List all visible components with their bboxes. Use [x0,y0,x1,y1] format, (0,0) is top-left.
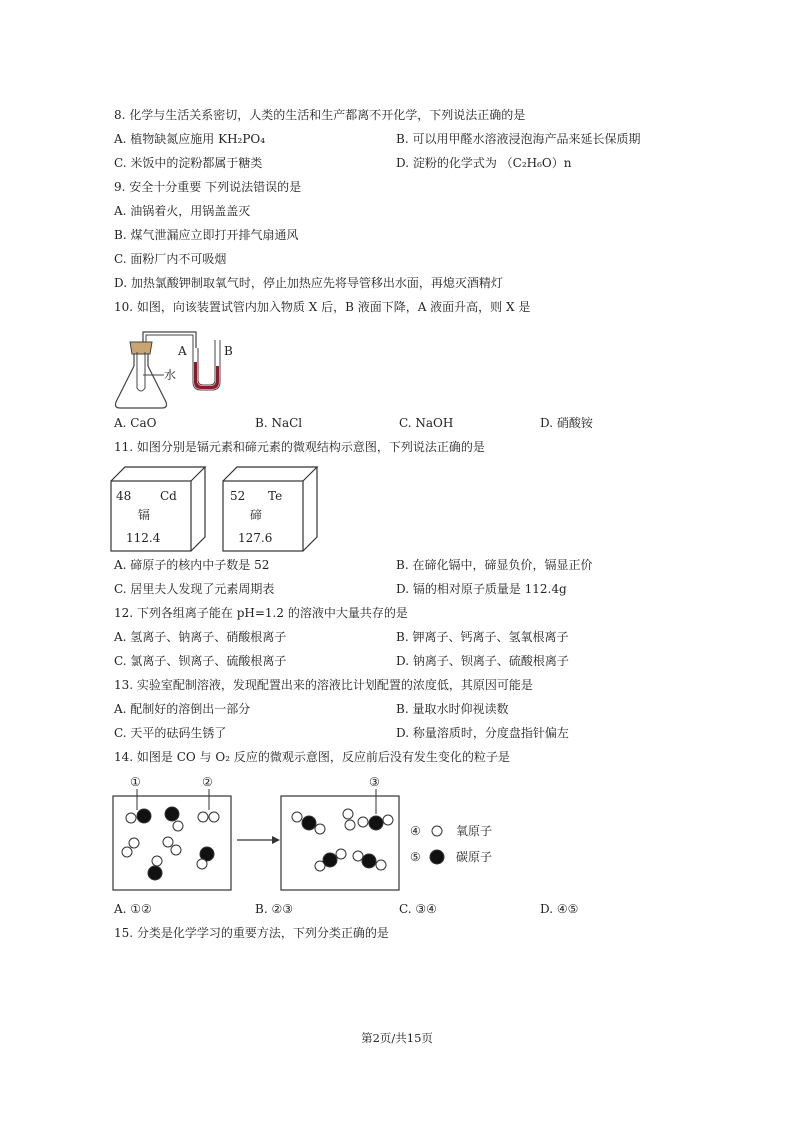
label-b: B [224,344,233,358]
q12-option-d: D. 钠离子、钡离子、硫酸根离子 [396,654,569,668]
legend-carbon: 碳原子 [456,850,493,864]
q8-option-a: A. 植物缺氮应施用 KH₂PO₄ [114,132,266,146]
tellurium-cube [223,467,317,551]
te-symbol: Te [268,489,283,503]
q11-option-b: B. 在碲化镉中，碲显负价，镉显正价 [396,558,593,572]
te-mass: 127.6 [238,531,273,545]
q8-stem: 8. 化学与生活关系密切，人类的生活和生产都离不开化学，下列说法正确的是 [114,108,526,122]
cd-symbol: Cd [160,489,177,503]
q13-option-a: A. 配制好的溶倒出一部分 [114,702,251,716]
legend [410,824,492,864]
te-number: 52 [230,489,246,503]
q15-stem: 15. 分类是化学学习的重要方法，下列分类正确的是 [114,926,389,940]
q11-option-c: C. 居里夫人发现了元素周期表 [114,582,275,596]
q11-option-d: D. 镉的相对原子质量是 112.4g [396,582,567,596]
cd-name: 镉 [138,508,151,522]
q10-option-d: D. 硝酸铵 [540,416,593,430]
q14-stem: 14. 如图是 CO 与 O₂ 反应的微观示意图，反应前后没有发生变化的粒子是 [114,750,510,764]
cd-number: 48 [116,489,132,503]
q10-option-a: A. CaO [114,416,157,430]
q13-option-d: D. 称量溶质时，分度盘指针偏左 [396,726,569,740]
q12-stem: 12. 下列各组离子能在 pH=1.2 的溶液中大量共存的是 [114,606,408,620]
label-a: A [178,344,187,358]
q13-option-b: B. 量取水时仰视读数 [396,702,509,716]
element-cubes-figure [108,464,328,554]
q9-option-c: C. 面粉厂内不可吸烟 [114,252,227,266]
legend-marker-5: ⑤ [410,850,421,864]
cd-mass: 112.4 [126,531,161,545]
marker-3: ③ [369,775,380,789]
q13-stem: 13. 实验室配制溶液，发现配置出来的溶液比计划配置的浓度低，其原因可能是 [114,678,533,692]
marker-1: ① [130,775,141,789]
q12-option-b: B. 钾离子、钙离子、氢氧根离子 [396,630,569,644]
page-footer: 第2页/共15页 [361,1031,433,1045]
legend-oxygen: 氧原子 [456,824,493,838]
q9-option-d: D. 加热氯酸钾制取氧气时，停止加热应先将导管移出水面，再熄灭酒精灯 [114,276,503,290]
q14-option-c: C. ③④ [399,902,437,916]
q14-option-d: D. ④⑤ [540,902,579,916]
q8-option-d: D. 淀粉的化学式为 （C₂H₆O）n [396,156,572,170]
q12-option-a: A. 氢离子、钠离子、硝酸根离子 [114,630,287,644]
q12-option-c: C. 氯离子、钡离子、硫酸根离子 [114,654,287,668]
te-name: 碲 [250,508,263,522]
q9-option-a: A. 油锅着火，用锅盖盖灭 [114,204,251,218]
q14-option-b: B. ②③ [255,902,293,916]
q10-stem: 10. 如图，向该装置试管内加入物质 X 后，B 液面下降，A 液面升高，则 X 是 [114,300,531,314]
water-label: 水 [164,368,177,382]
legend-marker-4: ④ [410,824,421,838]
q10-option-c: C. NaOH [399,416,454,430]
q10-option-b: B. NaCl [255,416,303,430]
q9-stem: 9. 安全十分重要 下列说法错误的是 [114,180,302,194]
co-o2-reaction-figure [110,772,510,894]
q9-option-b: B. 煤气泄漏应立即打开排气扇通风 [114,228,299,242]
cadmium-cube [111,467,205,551]
q8-option-c: C. 米饭中的淀粉都属于糖类 [114,156,263,170]
q11-stem: 11. 如图分别是镉元素和碲元素的微观结构示意图，下列说法正确的是 [114,440,485,454]
q13-option-c: C. 天平的砝码生锈了 [114,726,227,740]
q11-option-a: A. 碲原子的核内中子数是 52 [114,558,270,572]
flask-apparatus-figure [110,322,250,410]
marker-2: ② [202,775,213,789]
q8-option-b: B. 可以用甲醛水溶液浸泡海产品来延长保质期 [396,132,641,146]
q14-option-a: A. ①② [114,902,152,916]
